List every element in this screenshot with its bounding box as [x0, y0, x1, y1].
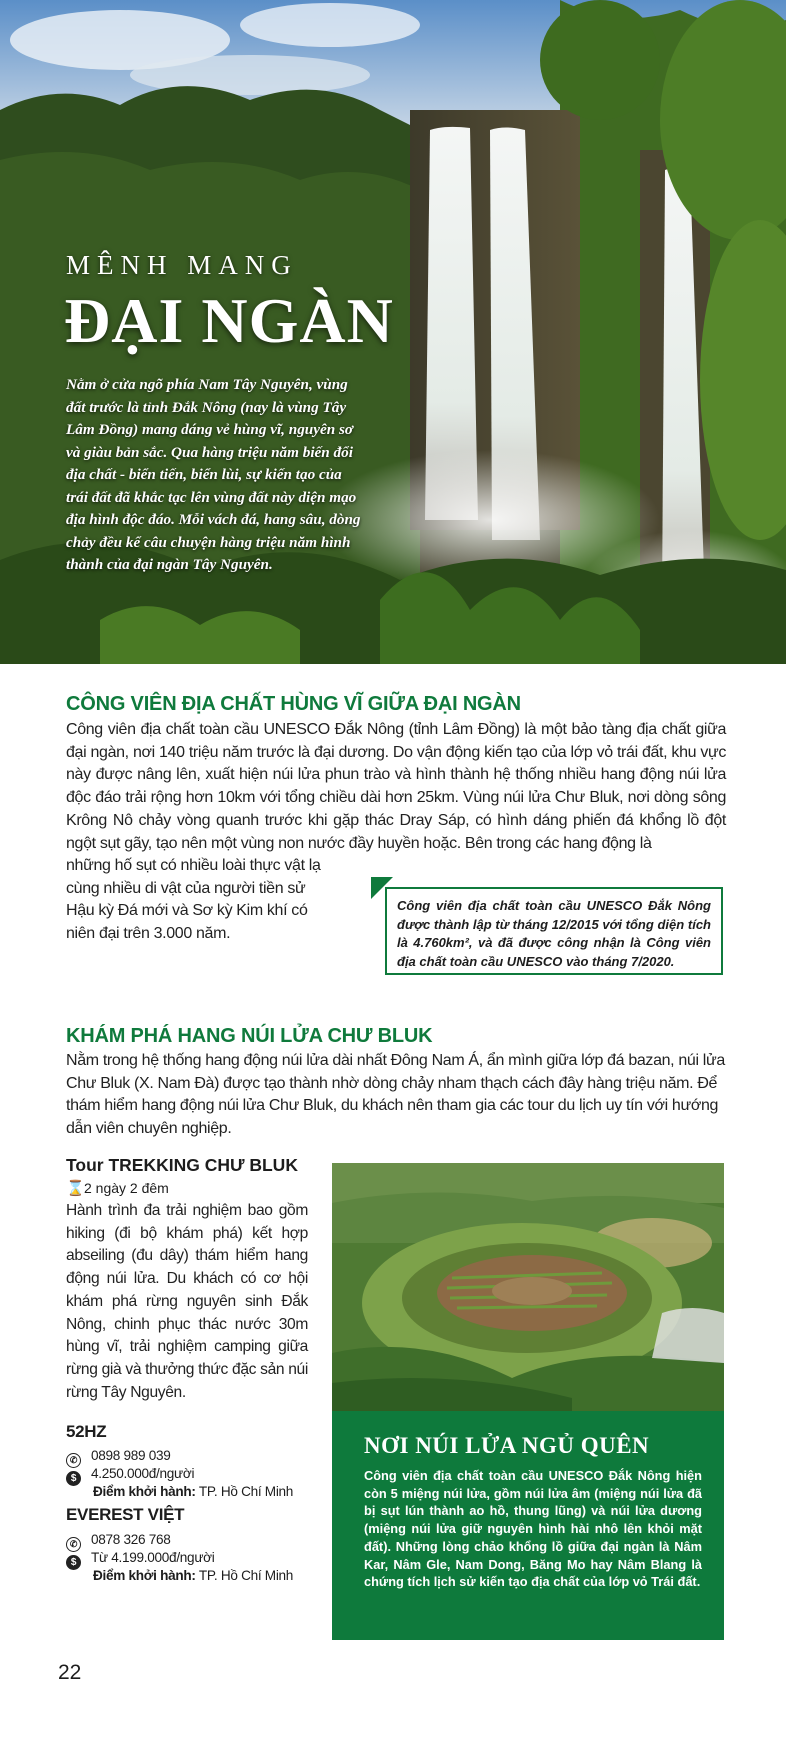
hero-title: ĐẠI NGÀN — [64, 285, 394, 356]
operator-name: 52HZ — [66, 1422, 107, 1441]
phone-icon: ✆ — [66, 1453, 81, 1468]
section-body-chu-bluk: Nằm trong hệ thống hang động núi lửa dài nhất Đông Nam Á, ẩn mình giữa lớp đá bazan, núi lửa Chư Bluk (X. Nam Đà) được tạo thành nhờ dòng chảy nham thạch cách đây hàng triệu năm. Để thám hiểm hang động núi lửa Chư Bluk, du khách nên tham gia các tour du lịch uy tín với hướng dẫn viên chuyên nghiệp. — [66, 1052, 725, 1138]
sidebar-text: Công viên địa chất toàn cầu UNESCO Đắk Nông hiện còn 5 miệng núi lửa, gồm núi lửa âm (miệng núi lửa đã bị sụt lún thành ao hồ, thung lũng) và núi lửa dương (miệng núi lửa giữ nguyên hình hài nhô lên khỏi mặt đất). Những lòng chảo khổng lồ giữa đại ngàn là Nâm Kar, Nâm Gle, Nam Dong, Băng Mo hay Nâm Blang là chứng tích lịch sử kiến tạo địa chất của lớp vỏ Trái đất. — [364, 1468, 702, 1590]
departure-label: Điểm khởi hành: — [93, 1568, 196, 1583]
operator-price — [66, 1466, 194, 1486]
departure-label: Điểm khởi hành: — [93, 1484, 196, 1499]
hero-intro: Nằm ở cửa ngõ phía Nam Tây Nguyên, vùng đất trước là tỉnh Đắk Nông (nay là vùng Tây Lâm Đồng) mang dáng vẻ hùng vĩ, nguyên sơ và giàu bản sắc. Qua hàng triệu năm biến đổi địa chất - biển tiến, biển lùi, sự kiến tạo của trái đất đã khắc tạc lên vùng đất này diện mạo địa hình độc đáo. Mỗi vách đá, hang sâu, dòng chảy đều kể câu chuyện hàng triệu năm hình thành của đại ngàn Tây Nguyên. — [66, 376, 361, 573]
operator-phone — [66, 1532, 171, 1552]
money-icon: $ — [66, 1471, 81, 1486]
operator-departure — [93, 1568, 293, 1583]
operator-price — [66, 1550, 214, 1570]
phone-icon: ✆ — [66, 1537, 81, 1552]
section-title-chu-bluk: KHÁM PHÁ HANG NÚI LỬA CHƯ BLUK — [66, 1025, 433, 1047]
tour-duration-text: 2 ngày 2 đêm — [84, 1180, 169, 1196]
operator-departure — [93, 1484, 293, 1499]
section-title-geopark: CÔNG VIÊN ĐỊA CHẤT HÙNG VĨ GIỮA ĐẠI NGÀN — [66, 693, 521, 715]
section-body-geopark-continued: những hố sụt có nhiều loài thực vật lạ cùng nhiều di vật của người tiền sử Hậu kỳ Đá mới và Sơ kỳ Kim khí có niên đại trên 3.000 năm. — [66, 857, 321, 943]
operator-price-value: 4.250.000đ/người — [91, 1466, 195, 1481]
departure-value: TP. Hồ Chí Minh — [198, 1484, 294, 1499]
tour-title: Tour TREKKING CHƯ BLUK — [66, 1155, 298, 1175]
hero-kicker: MÊNH MANG — [66, 250, 298, 280]
operator-price-value: Từ 4.199.000đ/người — [91, 1550, 215, 1565]
page-number: 22 — [58, 1661, 82, 1684]
operator-phone-number: 0898 989 039 — [91, 1448, 171, 1463]
departure-value: TP. Hồ Chí Minh — [198, 1568, 294, 1583]
tour-description: Hành trình đa trải nghiệm bao gồm hiking (đi bộ khám phá) kết hợp abseiling (đu dây) thám hiểm hang động núi lửa. Du khách có cơ hội khám phá rừng nguyên sinh Đắk Nông, chinh phục thác nước 30m hùng vĩ, trải nghiệm camping giữa rừng già và thưởng thức đặc sản núi rừng Tây Nguyên. — [66, 1202, 308, 1401]
geopark-callout-box: Công viên địa chất toàn cầu UNESCO Đắk Nông được thành lập từ tháng 12/2015 với tổng diện tích là 4.760km², và đã được công nhận là Công viên địa chất toàn cầu UNESCO vào tháng 7/2020. — [385, 887, 723, 975]
operator-phone-number: 0878 326 768 — [91, 1532, 171, 1547]
sidebar-title: NƠI NÚI LỬA NGỦ QUÊN — [364, 1433, 650, 1458]
hourglass-icon: ⌛ — [66, 1180, 85, 1197]
hero-section — [0, 0, 786, 664]
sidebar-green-box — [332, 1411, 724, 1640]
volcano-crater-photo — [332, 1163, 724, 1411]
operator-name: EVEREST VIỆT — [66, 1505, 185, 1524]
operator-phone — [66, 1448, 171, 1468]
money-icon: $ — [66, 1555, 81, 1570]
section-body-geopark: Công viên địa chất toàn cầu UNESCO Đắk Nông (tỉnh Lâm Đồng) là một bảo tàng địa chất giữa đại ngàn, nơi 140 triệu năm trước là đại dương. Do vận động kiến tạo của lớp vỏ trái đất, khu vực này được nâng lên, xuất hiện núi lửa phun trào và hình thành hệ thống nhiều hang động núi lửa độc đáo trải rộng hơn 10km với tổng chiều dài hơn 25km. Vùng núi lửa Chư Bluk, nơi dòng sông Krông Nô chảy vòng quanh trước khi gặp thác Dray Sáp, có hình dáng phiến đá khổng lồ đột ngột sụt gãy, tạo nên một vùng non nước đầy huyền hoặc. Bên trong các hang động là — [66, 721, 726, 852]
tour-duration — [66, 1179, 169, 1197]
